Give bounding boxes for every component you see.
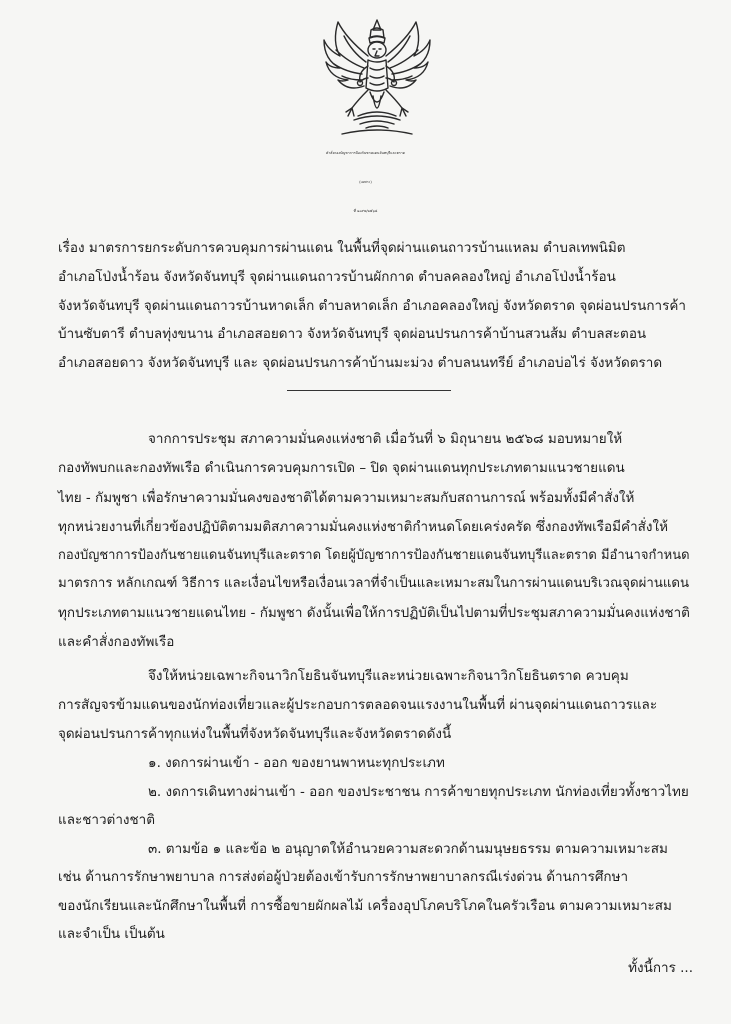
- subject-line: จังหวัดจันทบุรี จุดผ่านแดนถาวรบ้านหาดเล็ก ตำบลหาดเล็ก อำเภอคลองใหญ่ จังหวัดตราด จุดผ่อนปรนการค้า: [58, 298, 686, 314]
- subject-line: อำเภอสอยดาว จังหวัดจันทบุรี และ จุดผ่อนปรนการค้าบ้านมะม่วง ตำบลนนทรีย์ อำเภอบ่อไร่ จังหวัดตราด: [58, 355, 663, 371]
- garuda-emblem-icon: [318, 16, 436, 140]
- subject-line: เรื่อง มาตรการยกระดับการควบคุมการผ่านแดน ในพื้นที่จุดผ่านแดนถาวรบ้านแหลม ตำบลเทพนิมิต: [58, 240, 626, 256]
- paragraph-line: จุดผ่อนปรนการค้าทุกแห่งในพื้นที่จังหวัดจันทบุรีและจังหวัดตราดดังนี้: [58, 726, 452, 742]
- paragraph-line: จากการประชุม สภาความมั่นคงแห่งชาติ เมื่อวันที่ ๖ มิถุนายน ๒๕๖๘ มอบหมายให้: [148, 431, 623, 447]
- paragraph-line: ของนักเรียนและนักศึกษาในพื้นที่ การซื้อขายผักผลไม้ เครื่องอุปโภคบริโภคในครัวเรือน ตามความเหมาะสม: [58, 898, 672, 914]
- paragraph-line: ไทย - กัมพูชา เพื่อรักษาความมั่นคงของชาติได้ตามความเหมาะสมกับสถานการณ์ พร้อมทั้งมีคำสั่งให้: [58, 490, 635, 506]
- paragraph-line: การสัญจรข้ามแดนของนักท่องเที่ยวและผู้ประกอบการตลอดจนแรงงานในพื้นที่ ผ่านจุดผ่านแดนถาวรและ: [58, 697, 658, 713]
- paragraph-line: กองบัญชาการป้องกันชายแดนจันทบุรีและตราด โดยผู้บัญชาการป้องกันชายแดนจันทบุรีและตราด มีอำนาจกำหนด: [58, 548, 690, 563]
- paragraph-line: จึงให้หน่วยเฉพาะกิจนาวิกโยธินจันทบุรีและหน่วยเฉพาะกิจนาวิกโยธินตราด ควบคุม: [148, 668, 629, 684]
- paragraph-line: ๓. ตามข้อ ๑ และข้อ ๒ อนุญาตให้อำนวยความสะดวกด้านมนุษยธรรม ตามความเหมาะสม: [148, 841, 668, 857]
- paragraph-line: ทุกประเภทตามแนวชายแดนไทย - กัมพูชา ดังนั้นเพื่อให้การปฏิบัติเป็นไปตามที่ประชุมสภาความมั่นคงแห่งชาติ: [58, 605, 690, 621]
- paragraph-line: มาตรการ หลักเกณฑ์ วิธีการ และเงื่อนไขหรือเงื่อนเวลาที่จำเป็นและเหมาะสมในการผ่านแดนบริเวณจุดผ่านแดน: [58, 576, 690, 591]
- paragraph-line: กองทัพบกและกองทัพเรือ ดำเนินการควบคุมการเปิด – ปิด จุดผ่านแดนทุกประเภทตามแนวชายแดน: [58, 460, 625, 476]
- paragraph-line: ๒. งดการเดินทางผ่านเข้า - ออก ของประชาชน การค้าขายทุกประเภท นักท่องเที่ยวทั้งชาวไทย: [148, 784, 689, 800]
- paragraph-line: และจำเป็น เป็นต้น: [58, 926, 165, 942]
- document-number: ที่ ๑๐๙๒/๒๕๖๘: [353, 209, 378, 213]
- paragraph-line: เช่น ด้านการรักษาพยาบาล การส่งต่อผู้ป่วยต้องเข้ารับการรักษาพยาบาลกรณีเร่งด่วน ด้านการศึกษา: [58, 869, 629, 885]
- subject-line: อำเภอโป่งน้ำร้อน จังหวัดจันทบุรี จุดผ่านแดนถาวรบ้านผักกาด ตำบลคลองใหญ่ อำเภอโป่งน้ำร้อน: [58, 269, 616, 285]
- document-title: คำสั่งกองบัญชาการป้องกันชายแดนจันทบุรีและตราด: [326, 151, 405, 155]
- subject-line: บ้านซับตารี ตำบลทุ่งขนาน อำเภอสอยดาว จังหวัดจันทบุรี จุดผ่อนปรนการค้าบ้านสวนส้ม ตำบลสะตอน: [58, 326, 647, 342]
- list-item-1: ๑. งดการผ่านเข้า - ออก ของยานพาหนะทุกประเภท: [148, 755, 445, 771]
- paragraph-line: ทุกหน่วยงานที่เกี่ยวข้องปฏิบัติตามมติสภาความมั่นคงแห่งชาติกำหนดโดยเคร่งครัด ซึ่งกองทัพเรือมีคำสั่งให้: [58, 519, 668, 535]
- paragraph-line: และชาวต่างชาติ: [58, 812, 155, 828]
- separator-rule: [287, 390, 451, 391]
- continuation-text: ทั้งนี้การ ...: [628, 960, 693, 976]
- document-subtitle: (เฉพาะ): [359, 180, 372, 184]
- paragraph-line: และคำสั่งกองทัพเรือ: [58, 634, 175, 650]
